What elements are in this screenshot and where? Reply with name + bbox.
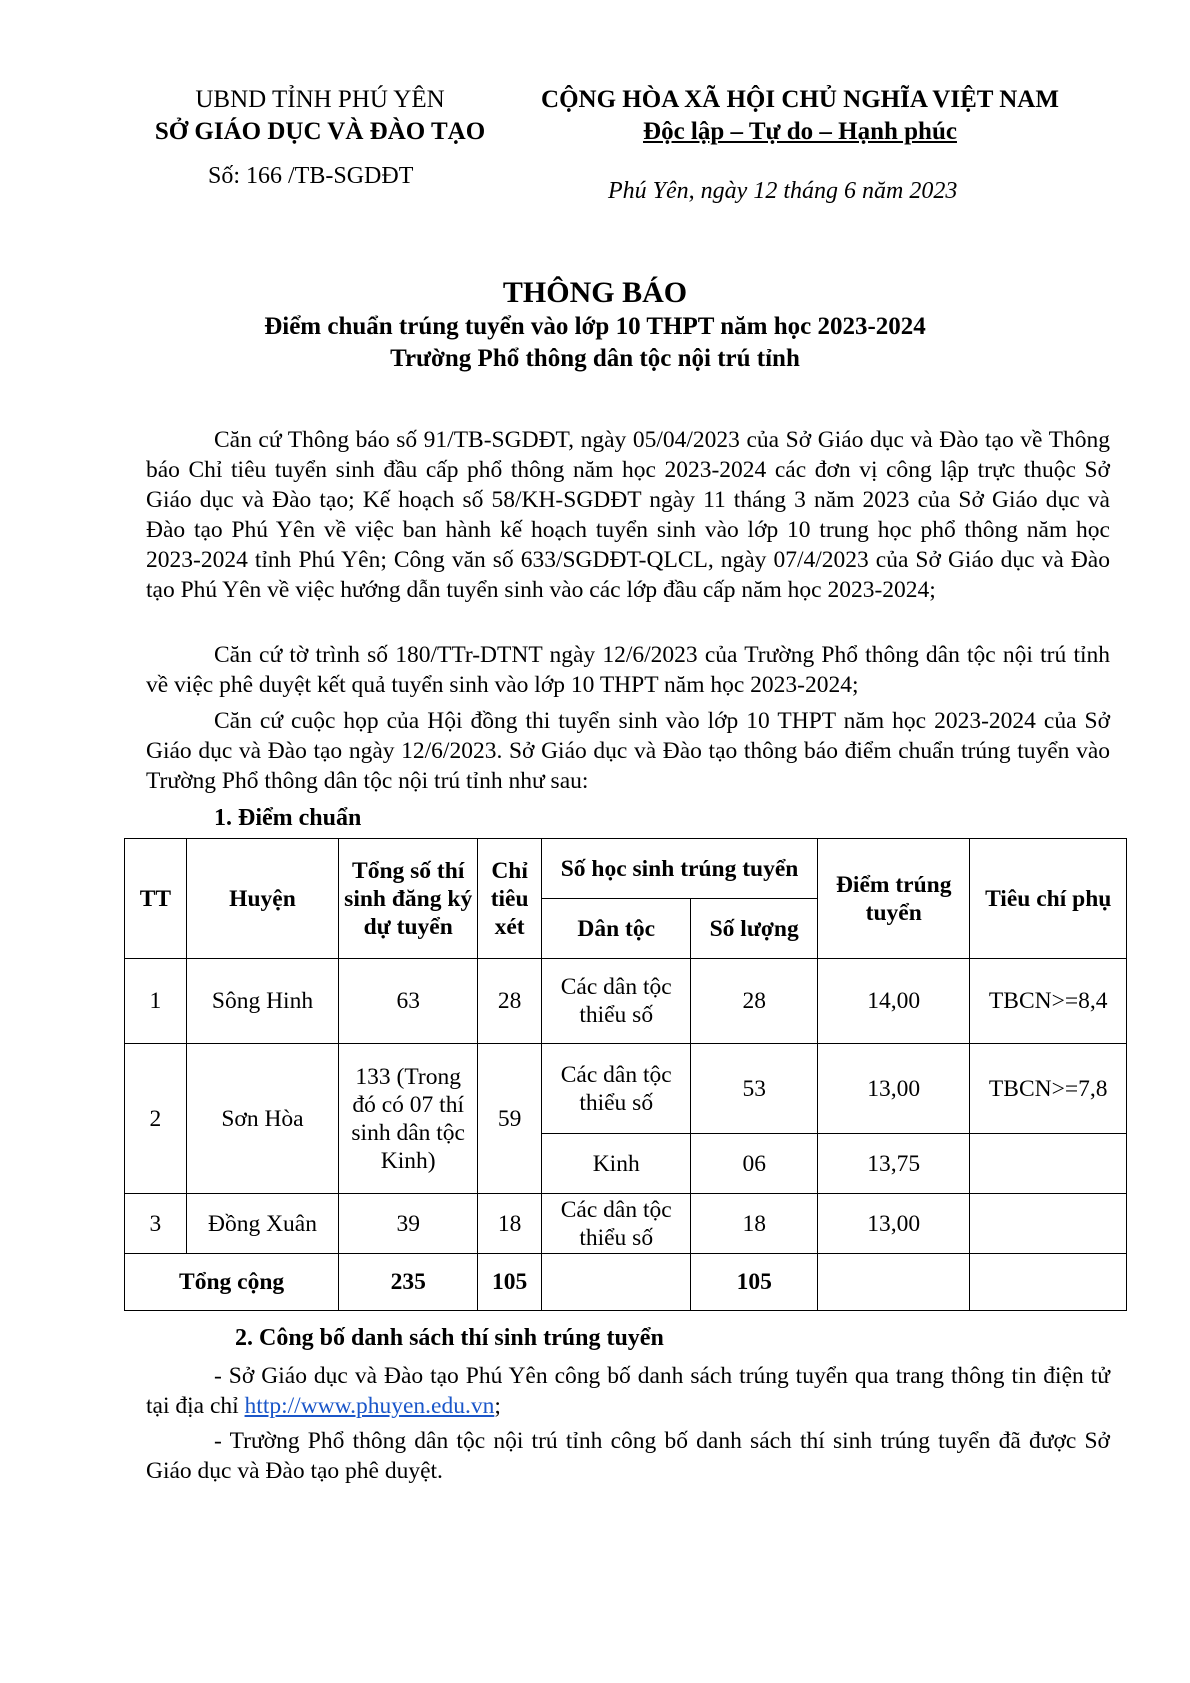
org-line1: UBND TỈNH PHÚ YÊN — [195, 86, 445, 113]
header-huyen: Huyện — [186, 839, 338, 959]
cell-diem: 13,00 — [818, 1044, 970, 1134]
table-header-row — [125, 839, 1127, 899]
national-heading — [520, 84, 1080, 148]
cell-diem: 13,00 — [818, 1194, 970, 1254]
cell-diem: 14,00 — [818, 959, 970, 1044]
cell-chi-tieu: 28 — [478, 959, 542, 1044]
cell-tong-so: 39 — [339, 1194, 478, 1254]
cell-dan-toc: Các dân tộc thiểu số — [542, 959, 691, 1044]
total-diem — [818, 1254, 970, 1311]
total-dan-toc — [542, 1254, 691, 1311]
paragraph-3: Căn cứ cuộc họp của Hội đồng thi tuyển sinh vào lớp 10 THPT năm học 2023-2024 của Sở Giáo dục và Đào tạo ngày 12/6/2023. Sở Giáo dục và Đào tạo thông báo điểm chuẩn trúng tuyển vào Trường Phổ thông dân tộc nội trú tỉnh như sau: — [146, 708, 1110, 794]
total-tong-so: 235 — [339, 1254, 478, 1311]
header-tt: TT — [125, 839, 187, 959]
cell-tieu-chi — [970, 1194, 1127, 1254]
cell-tieu-chi: TBCN>=8,4 — [970, 959, 1127, 1044]
cell-huyen: Sơn Hòa — [186, 1044, 338, 1194]
date-line: Phú Yên, ngày 12 tháng 6 năm 2023 — [608, 178, 958, 204]
header-dan-toc: Dân tộc — [542, 899, 691, 959]
paragraph-4-text: - Sở Giáo dục và Đào tạo Phú Yên công bố danh sách trúng tuyển qua trang thông tin điện tử tại địa chỉ — [146, 1363, 1110, 1419]
title-block — [120, 275, 1070, 375]
title-subtitle-2: Trường Phổ thông dân tộc nội trú tỉnh — [390, 345, 800, 372]
total-tieu-chi — [970, 1254, 1127, 1311]
cell-huyen: Đồng Xuân — [186, 1194, 338, 1254]
paragraph-4-suffix: ; — [494, 1393, 501, 1419]
cell-tt: 1 — [125, 959, 187, 1044]
cell-chi-tieu: 59 — [478, 1044, 542, 1194]
table-total-row — [125, 1254, 1127, 1311]
header-tong-so: Tổng số thí sinh đăng ký dự tuyển — [339, 839, 478, 959]
table-row — [125, 1044, 1127, 1134]
section-heading-1: 1. Điểm chuẩn — [214, 805, 362, 831]
paragraph-4 — [146, 1361, 1110, 1421]
cell-chi-tieu: 18 — [478, 1194, 542, 1254]
nation-line2: Độc lập – Tự do – Hạnh phúc — [643, 118, 957, 145]
score-table — [124, 838, 1127, 1311]
cell-tieu-chi: TBCN>=7,8 — [970, 1044, 1127, 1134]
paragraph-2: Căn cứ tờ trình số 180/TTr-DTNT ngày 12/6/2023 của Trường Phổ thông dân tộc nội trú tỉnh về việc phê duyệt kết quả tuyển sinh vào lớp 10 THPT năm học 2023-2024; — [146, 642, 1110, 698]
title-subtitle-1: Điểm chuẩn trúng tuyển vào lớp 10 THPT năm học 2023-2024 — [264, 313, 926, 340]
header-chi-tieu: Chỉ tiêu xét — [478, 839, 542, 959]
section-heading-2: 2. Công bố danh sách thí sinh trúng tuyển — [235, 1325, 664, 1351]
page-title: THÔNG BÁO — [502, 276, 688, 309]
header-so-hs: Số học sinh trúng tuyển — [542, 839, 818, 899]
header-so-luong: Số lượng — [691, 899, 818, 959]
header-diem: Điểm trúng tuyển — [818, 839, 970, 959]
table-row — [125, 959, 1127, 1044]
cell-tt: 2 — [125, 1044, 187, 1194]
issuing-org — [130, 84, 510, 148]
website-link[interactable]: http://www.phuyen.edu.vn — [244, 1393, 495, 1419]
cell-so-luong: 18 — [691, 1194, 818, 1254]
cell-dan-toc: Kinh — [542, 1134, 691, 1194]
total-chi-tieu: 105 — [478, 1254, 542, 1311]
total-label: Tổng cộng — [125, 1254, 339, 1311]
paragraph-1: Căn cứ Thông báo số 91/TB-SGDĐT, ngày 05/04/2023 của Sở Giáo dục và Đào tạo về Thông báo Chỉ tiêu tuyển sinh đầu cấp phổ thông năm học 2023-2024 các đơn vị công lập trực thuộc Sở Giáo dục và Đào tạo; Kế hoạch số 58/KH-SGDĐT ngày 11 tháng 3 năm 2023 của Sở Giáo dục và Đào tạo Phú Yên về việc ban hành kế hoạch tuyển sinh vào lớp 10 trung học phổ thông năm học 2023-2024 tỉnh Phú Yên; Công văn số 633/SGDĐT-QLCL, ngày 07/4/2023 của Sở Giáo dục và Đào tạo Phú Yên về việc hướng dẫn tuyển sinh vào các lớp đầu cấp năm học 2023-2024; — [146, 427, 1110, 603]
cell-tong-so: 133 (Trong đó có 07 thí sinh dân tộc Kinh) — [339, 1044, 478, 1194]
cell-dan-toc: Các dân tộc thiểu số — [542, 1044, 691, 1134]
doc-number: Số: 166 /TB-SGDĐT — [208, 163, 414, 189]
cell-huyen: Sông Hinh — [186, 959, 338, 1044]
cell-dan-toc: Các dân tộc thiểu số — [542, 1194, 691, 1254]
cell-so-luong: 06 — [691, 1134, 818, 1194]
total-so-luong: 105 — [691, 1254, 818, 1311]
cell-tt: 3 — [125, 1194, 187, 1254]
org-line2: SỞ GIÁO DỤC VÀ ĐÀO TẠO — [154, 118, 486, 145]
cell-tong-so: 63 — [339, 959, 478, 1044]
nation-line1: CỘNG HÒA XÃ HỘI CHỦ NGHĨA VIỆT NAM — [541, 86, 1059, 113]
paragraph-5: - Trường Phổ thông dân tộc nội trú tỉnh công bố danh sách thí sinh trúng tuyển đã được Sở Giáo dục và Đào tạo phê duyệt. — [146, 1428, 1110, 1484]
cell-so-luong: 53 — [691, 1044, 818, 1134]
header-tieu-chi: Tiêu chí phụ — [970, 839, 1127, 959]
table-row — [125, 1194, 1127, 1254]
cell-tieu-chi — [970, 1134, 1127, 1194]
cell-diem: 13,75 — [818, 1134, 970, 1194]
cell-so-luong: 28 — [691, 959, 818, 1044]
